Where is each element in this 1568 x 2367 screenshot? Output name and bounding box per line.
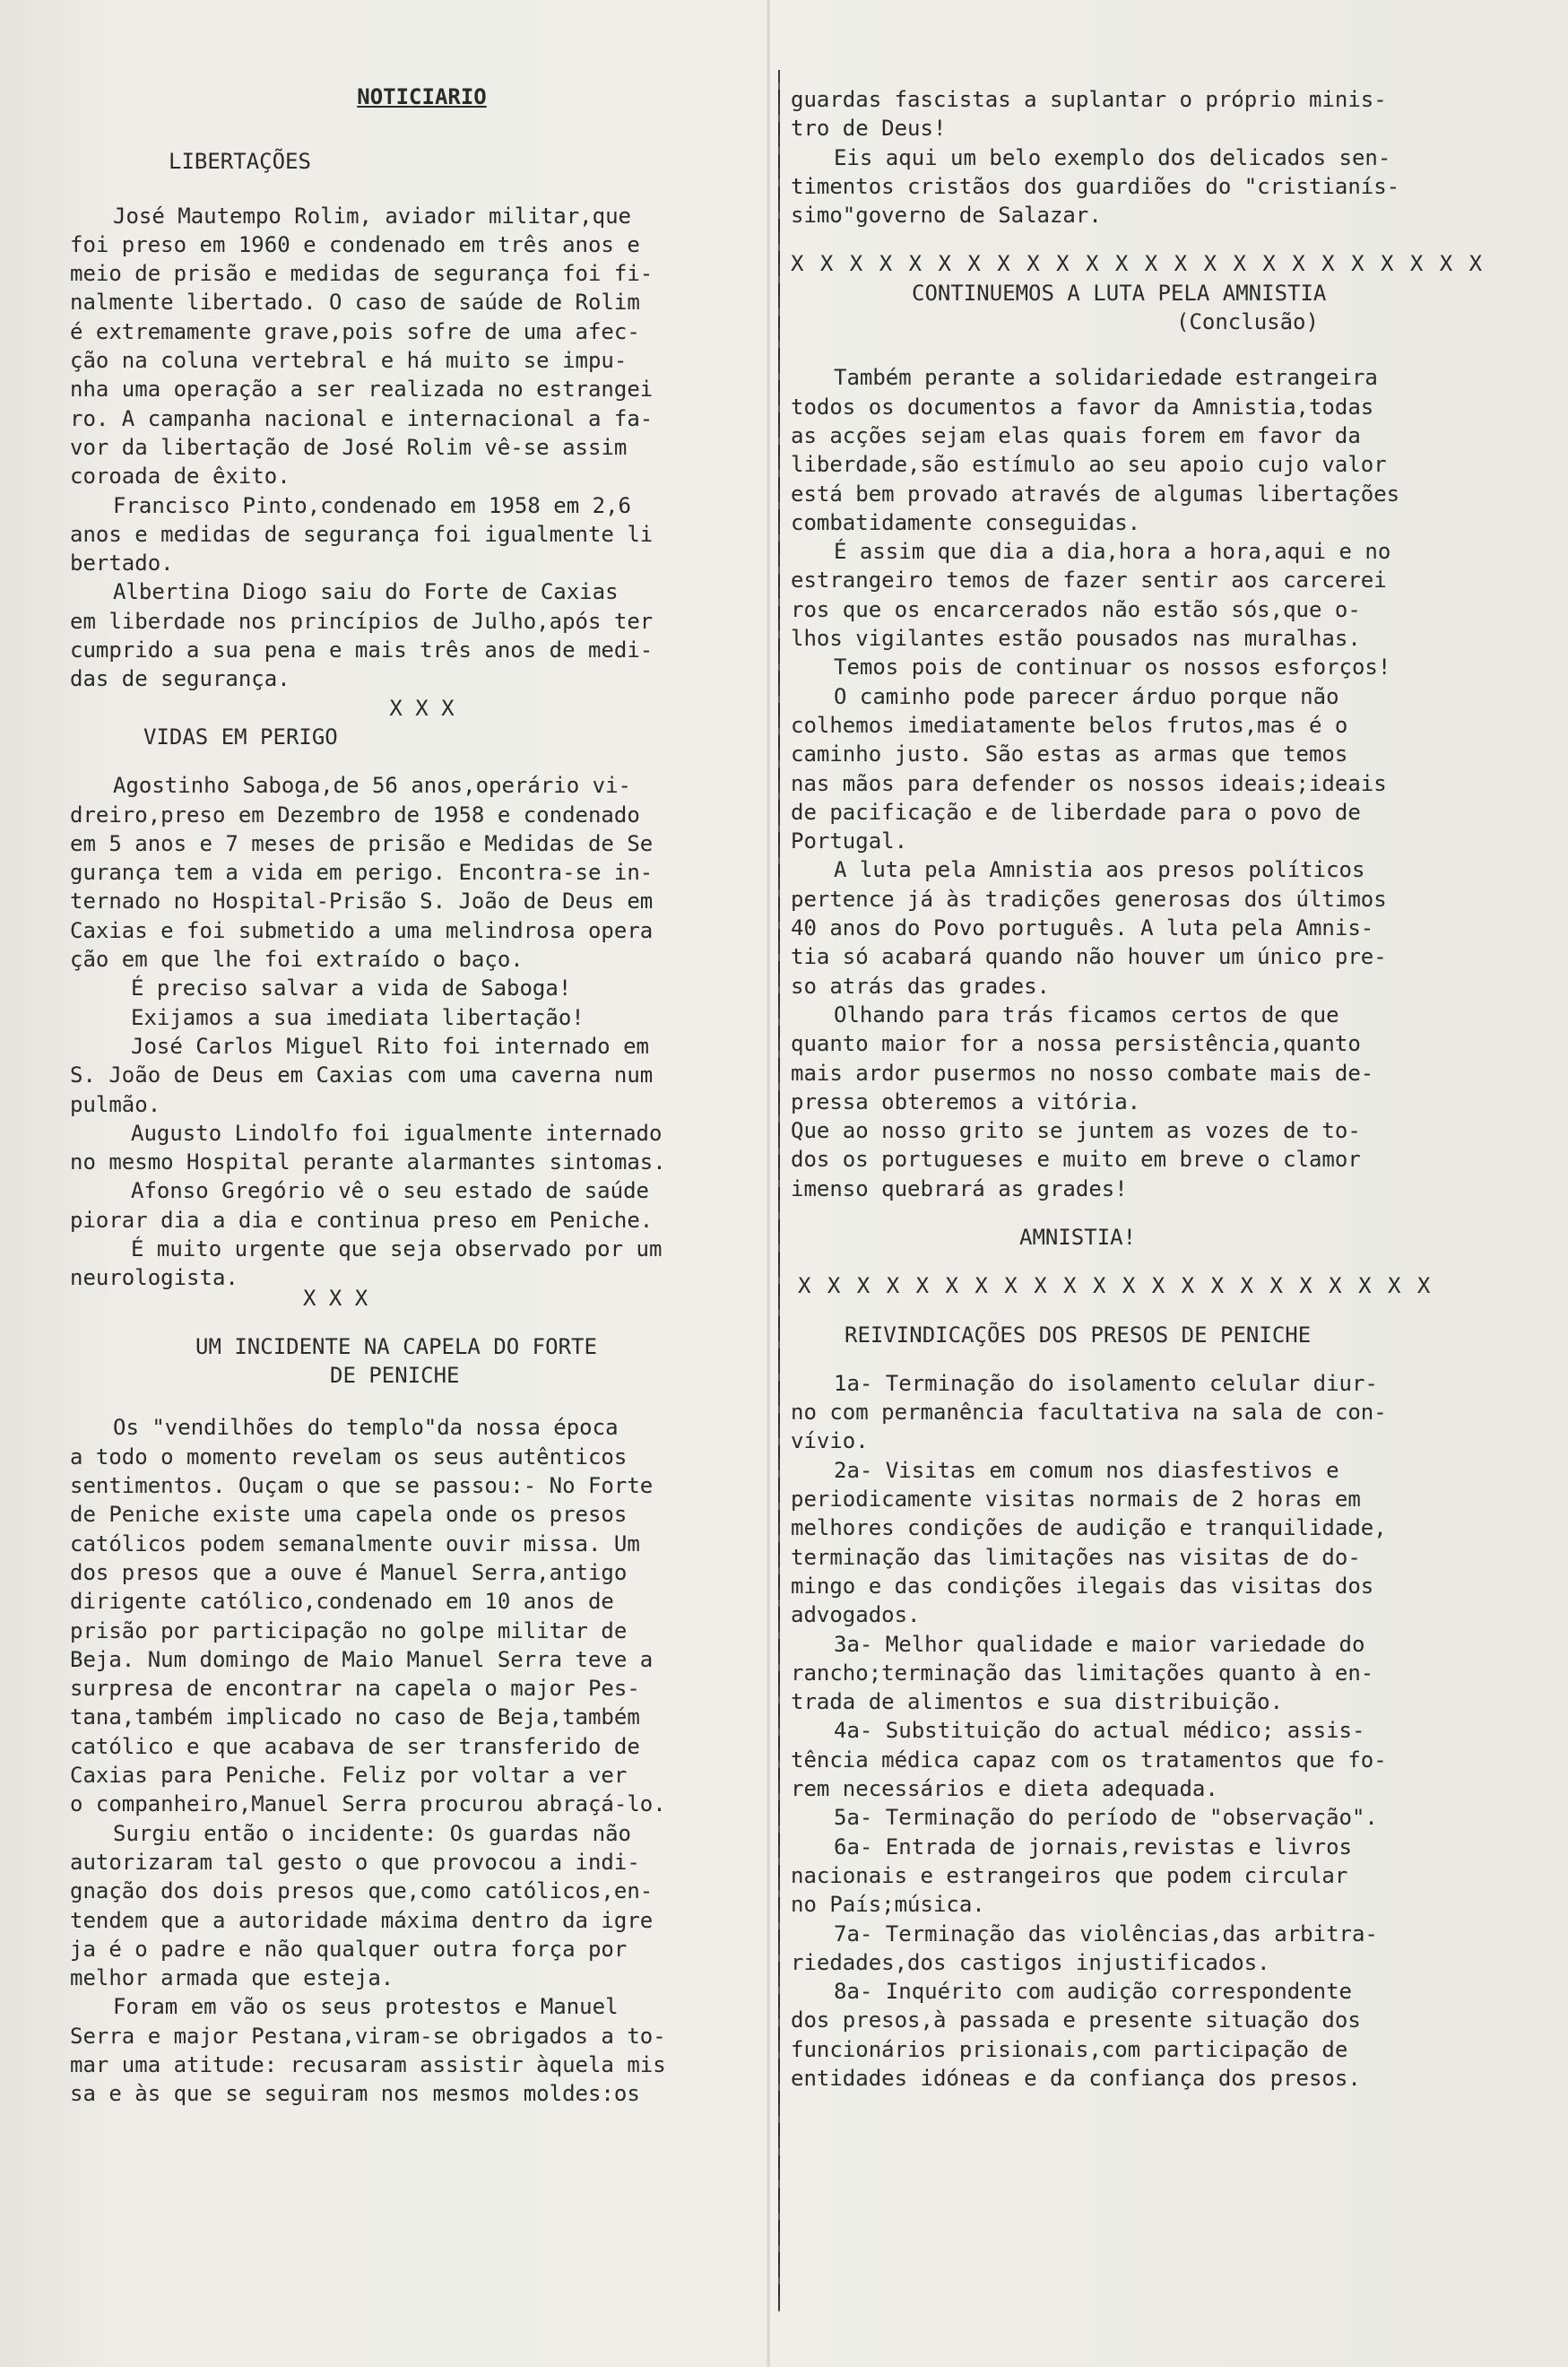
text-line: riedades,dos castigos injustificados. (791, 1949, 1270, 1975)
text-line: guardas fascistas a suplantar o próprio minis- (791, 87, 1387, 112)
text-line: É preciso salvar a vida de Saboga! (131, 975, 572, 1001)
text-line: Serra e major Pestana,viram-se obrigados a to- (70, 2023, 666, 2049)
text-line: 1a- Terminação do isolamento celular diur- (834, 1370, 1378, 1396)
text-line: caminho justo. São estas as armas que temos (791, 741, 1348, 767)
text-line: terminação das limitações nas visitas de do- (791, 1544, 1361, 1570)
text-line: dirigente católico,condenado em 10 anos de (70, 1589, 614, 1615)
text-line: ros que os encarcerados não estão sós,que o- (791, 596, 1361, 622)
text-line: prisão por participação no golpe militar de (70, 1617, 628, 1643)
text-line: José Carlos Miguel Rito foi internado em (131, 1033, 649, 1059)
text-line: Eis aqui um belo exemplo dos delicados sen- (834, 144, 1391, 170)
text-line: em liberdade nos princípios de Julho,após ter (70, 608, 654, 634)
text-line: quanto maior for a nossa persistência,quanto (791, 1031, 1361, 1057)
text-line: mingo e das condições ilegais das visitas dos (791, 1573, 1374, 1599)
text-line: gurança tem a vida em perigo. Encontra-se in- (70, 860, 654, 886)
text-line: Afonso Gregório vê o seu estado de saúde (131, 1178, 649, 1204)
text-line: sentimentos. Ouçam o que se passou:- No Forte (70, 1473, 654, 1499)
text-line: advogados. (791, 1602, 921, 1628)
heading-vidas-em-perigo: VIDAS EM PERIGO (143, 724, 338, 750)
section-incidente-continued (791, 85, 1519, 230)
heading-amnistia-sub: (Conclusão) (1176, 309, 1319, 335)
text-line: Temos pois de continuar os nossos esforços! (834, 655, 1391, 681)
text-line: 3a- Melhor qualidade e maior variedade do (834, 1631, 1365, 1657)
text-line: Beja. Num domingo de Maio Manuel Serra teve a (70, 1646, 654, 1672)
section-vidas-em-perigo (70, 771, 774, 1292)
text-line: É assim que dia a dia,hora a hora,aqui e no (834, 539, 1391, 565)
text-line: S. João de Deus em Caxias com uma caverna num (70, 1062, 654, 1088)
text-line: Caxias e foi submetido a uma melindrosa opera (70, 917, 654, 943)
text-line: vor da libertação de José Rolim vê-se assim (70, 434, 628, 460)
section-reivindicacoes (791, 1369, 1519, 2093)
text-line: 8a- Inquérito com audição correspondente (834, 1979, 1352, 2005)
text-line: é extremamente grave,pois sofre de uma afec- (70, 318, 640, 344)
text-line: ro. A campanha nacional e internacional a fa- (70, 405, 654, 431)
text-line: liberdade,são estímulo ao seu apoio cujo valor (791, 452, 1387, 478)
text-line: tana,também implicado no caso de Beja,também (70, 1704, 640, 1730)
text-line: 2a- Visitas em comum nos diasfestivos e (834, 1457, 1339, 1483)
text-line: mar uma atitude: recusaram assistir àquela mis (70, 2052, 666, 2077)
text-line: dos os portugueses e muito em breve o clamor (791, 1147, 1361, 1173)
heading-amnistia-shout: AMNISTIA! (1019, 1224, 1137, 1250)
left-column (70, 82, 774, 2109)
text-line: Exijamos a sua imediata libertação! (131, 1004, 585, 1030)
heading-amnistia: CONTINUEMOS A LUTA PELA AMNISTIA (912, 280, 1327, 306)
text-line: 5a- Terminação do período de "observação". (834, 1805, 1378, 1831)
text-line: gnação dos dois presos que,como católicos,en- (70, 1878, 654, 1904)
text-line: Os "vendilhões do templo"da nossa época (113, 1415, 619, 1441)
heading-incidente-line2: DE PENICHE (330, 1363, 460, 1389)
text-line: tia só acabará quando não houver um único pre- (791, 944, 1387, 970)
text-line: simo"governo de Salazar. (791, 203, 1102, 229)
text-line: Que ao nosso grito se juntem as vozes de to- (791, 1118, 1361, 1144)
page-title: NOTICIARIO (357, 84, 487, 109)
text-line: o companheiro,Manuel Serra procurou abraçá-lo. (70, 1791, 666, 1817)
text-line: Augusto Lindolfo foi igualmente internado (131, 1120, 663, 1146)
text-line: pulmão. (70, 1091, 161, 1117)
text-line: tência médica capaz com os tratamentos que fo- (791, 1747, 1387, 1773)
text-line: surpresa de encontrar na capela o major Pes- (70, 1676, 640, 1702)
text-line: de pacificação e de liberdade para o povo de (791, 799, 1361, 825)
section-incidente (70, 1413, 774, 2108)
text-line: 4a- Substituição do actual médico; assis- (834, 1718, 1365, 1744)
text-line: imenso quebrará as grades! (791, 1175, 1128, 1201)
text-line: A luta pela Amnistia aos presos políticos (834, 857, 1365, 883)
text-line: todos os documentos a favor da Amnistia,todas (791, 394, 1374, 420)
text-line: Foram em vão os seus protestos e Manuel (113, 1994, 619, 2020)
section-amnistia (791, 363, 1519, 1203)
text-line: so atrás das grades. (791, 973, 1050, 999)
text-line: em 5 anos e 7 meses de prisão e Medidas de Se (70, 830, 654, 856)
text-line: sa e às que se seguiram nos mesmos moldes:os (70, 2081, 640, 2107)
text-line: trada de alimentos e sua distribuição. (791, 1689, 1284, 1715)
column-divider (778, 70, 780, 2311)
text-line: nha uma operação a ser realizada no estrangei (70, 377, 654, 403)
text-line: ternado no Hospital-Prisão S. João de Deus em (70, 889, 654, 915)
heading-reivindicacoes: REIVINDICAÇÕES DOS PRESOS DE PENICHE (845, 1322, 1312, 1348)
text-line: no com permanência facultativa na sala de con- (791, 1400, 1387, 1426)
text-line: cumprido a sua pena e mais três anos de medi- (70, 637, 654, 663)
text-line: dos presos que a ouve é Manuel Serra,antigo (70, 1559, 628, 1585)
text-line: ção em que lhe foi extraído o baço. (70, 947, 524, 973)
text-line: coroada de êxito. (70, 464, 290, 490)
text-line: anos e medidas de segurança foi igualmente li (70, 521, 654, 547)
text-line: melhores condições de audição e tranquilidade, (791, 1515, 1387, 1541)
separator-xrow: X X X X X X X X X X X X X X X X X X X X X X (798, 1273, 1433, 1299)
text-line: nalmente libertado. O caso de saúde de Rolim (70, 290, 640, 316)
text-line: ja é o padre e não qualquer outra força por (70, 1936, 628, 1962)
text-line: colhemos imediatamente belos frutos,mas é o (791, 712, 1348, 738)
text-line: as acções sejam elas quais forem em favor da (791, 422, 1361, 448)
text-line: Caxias para Peniche. Feliz por voltar a ver (70, 1763, 628, 1789)
text-line: foi preso em 1960 e condenado em três anos e (70, 231, 640, 257)
text-line: estrangeiro temos de fazer sentir aos carcerei (791, 568, 1387, 594)
text-line: católicos podem semanalmente ouvir missa. Um (70, 1530, 640, 1556)
text-line: no mesmo Hospital perante alarmantes sintomas. (70, 1149, 666, 1175)
text-line: está bem provado através de algumas libertações (791, 481, 1400, 507)
text-line: funcionários prisionais,com participação de (791, 2036, 1348, 2062)
text-line: José Mautempo Rolim, aviador militar,que (113, 203, 631, 229)
text-line: tendem que a autoridade máxima dentro da igre (70, 1907, 654, 1933)
separator-xrow: X X X X X X X X X X X X X X X X X X X X X X X X (791, 251, 1485, 277)
text-line: 6a- Entrada de jornais,revistas e livros (834, 1834, 1352, 1860)
text-line: Olhando para trás ficamos certos de que (834, 1001, 1339, 1027)
text-line: lhos vigilantes estão pousados nas muralhas. (791, 626, 1361, 652)
text-line: neurologista. (70, 1265, 238, 1291)
text-line: Também perante a solidariedade estrangeira (834, 365, 1378, 391)
text-line: pressa obteremos a vitória. (791, 1088, 1141, 1114)
text-line: vívio. (791, 1428, 869, 1454)
text-line: rancho;terminação das limitações quanto à en- (791, 1660, 1374, 1686)
text-line: melhor armada que esteja. (70, 1965, 394, 1991)
text-line: 7a- Terminação das violências,das arbitra- (834, 1920, 1378, 1946)
text-line: rem necessários e dieta adequada. (791, 1776, 1218, 1802)
text-line: pertence já às tradições generosas dos últimos (791, 886, 1387, 912)
text-line: Surgiu então o incidente: Os guardas não (113, 1820, 631, 1846)
text-line: É muito urgente que seja observado por um (131, 1236, 663, 1262)
separator-xxx: X X X (303, 1285, 368, 1311)
text-line: dos presos,à passada e presente situação dos (791, 2007, 1361, 2033)
separator-xxx: X X X (389, 695, 455, 721)
text-line: entidades idóneas e da confiança dos presos. (791, 2066, 1361, 2091)
text-line: de Peniche existe uma capela onde os presos (70, 1502, 628, 1528)
heading-libertacoes: LIBERTAÇÕES (169, 149, 311, 175)
text-line: combatidamente conseguidas. (791, 509, 1141, 535)
text-line: piorar dia a dia e continua preso em Peniche. (70, 1207, 654, 1233)
text-line: no País;música. (791, 1892, 985, 1918)
text-line: bertado. (70, 551, 174, 577)
text-line: Agostinho Saboga,de 56 anos,operário vi- (113, 773, 631, 799)
text-line: dreiro,preso em Dezembro de 1958 e condenado (70, 802, 640, 828)
text-line: Albertina Diogo saiu do Forte de Caxias (113, 579, 619, 605)
text-line: meio de prisão e medidas de segurança foi fi- (70, 261, 654, 287)
text-line: 40 anos do Povo português. A luta pela Amnis- (791, 915, 1374, 941)
text-line: tro de Deus! (791, 116, 947, 142)
text-line: mais ardor pusermos no nosso combate mais de- (791, 1060, 1374, 1086)
section-libertacoes (70, 202, 774, 694)
text-line: católico e que acabava de ser transferido de (70, 1733, 640, 1759)
text-line: autorizaram tal gesto o que provocou a indi- (70, 1849, 640, 1875)
right-column (791, 85, 1519, 2093)
text-line: a todo o momento revelam os seus autênticos (70, 1444, 628, 1470)
text-line: O caminho pode parecer árduo porque não (834, 683, 1339, 709)
text-line: das de segurança. (70, 666, 290, 692)
text-line: nacionais e estrangeiros que podem circular (791, 1862, 1348, 1888)
text-line: Francisco Pinto,condenado em 1958 em 2,6 (113, 492, 631, 518)
text-line: nas mãos para defender os nossos ideais;ideais (791, 770, 1387, 796)
heading-incidente: UM INCIDENTE NA CAPELA DO FORTE (195, 1333, 597, 1359)
text-line: ção na coluna vertebral e há muito se impu- (70, 348, 628, 374)
text-line: periodicamente visitas normais de 2 horas em (791, 1487, 1361, 1513)
text-line: Portugal. (791, 828, 908, 854)
text-line: timentos cristãos dos guardiões do "cristianís- (791, 173, 1400, 199)
